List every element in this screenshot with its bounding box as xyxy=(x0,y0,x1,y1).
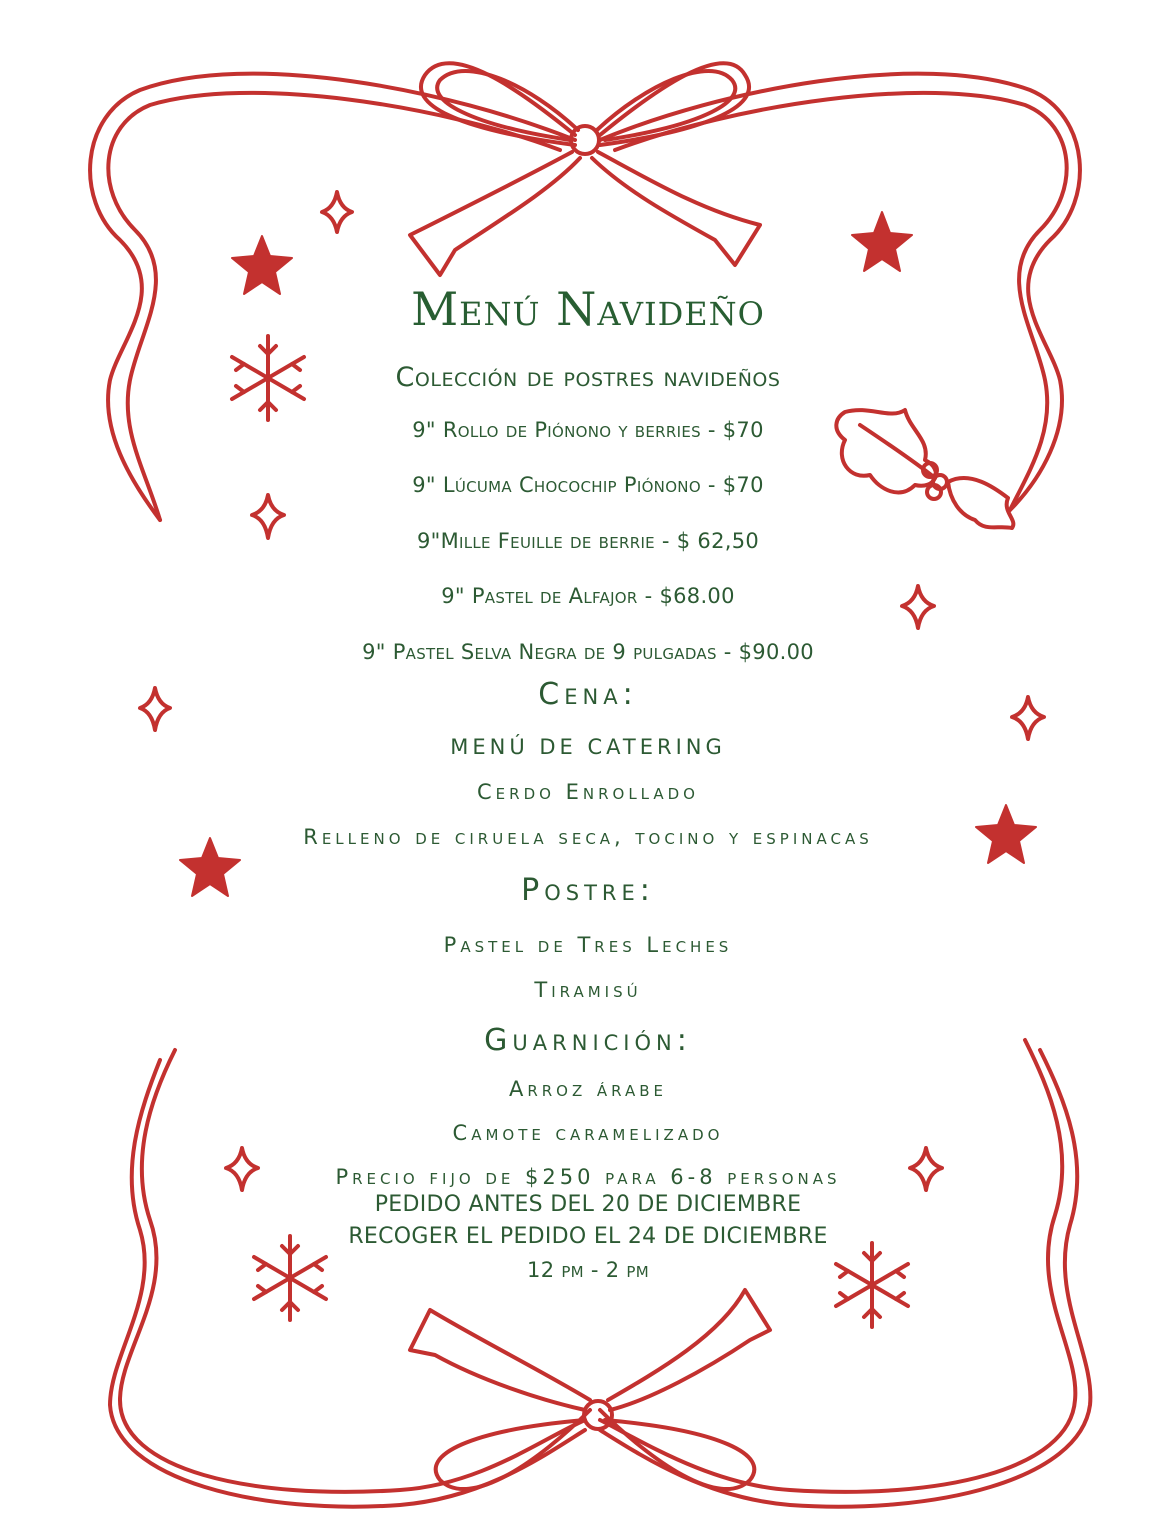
cena-line: Relleno de ciruela seca, tocino y espinacas xyxy=(303,825,873,849)
dessert-collection-subtitle: Colección de postres navideños xyxy=(395,362,781,393)
dessert-item: 9" Pastel Selva Negra de 9 pulgadas - $90.00 xyxy=(362,640,814,664)
dessert-item: 9" Lúcuma Chocochip Piónono - $70 xyxy=(412,473,764,497)
order-deadline: PEDIDO ANTES DEL 20 DE DICIEMBRE xyxy=(374,1192,802,1217)
snowflake-icon xyxy=(836,1243,908,1327)
dessert-item: 9"Mille Feuille de berrie - $ 62,50 xyxy=(416,529,760,553)
guarnicion-line: Camote caramelizado xyxy=(452,1121,724,1145)
pickup-hours: 12 pm - 2 pm xyxy=(527,1258,649,1282)
star-icon xyxy=(852,212,912,271)
postre-heading: Postre: xyxy=(521,873,655,908)
guarnicion-line: Arroz árabe xyxy=(508,1077,668,1101)
dessert-item: 9" Pastel de Alfajor - $68.00 xyxy=(441,584,735,608)
dessert-item: 9" Rollo de Piónono y berries - $70 xyxy=(412,418,764,442)
postre-line: Pastel de Tres Leches xyxy=(443,933,733,957)
guarnicion-heading: Guarnición: xyxy=(484,1023,692,1058)
cena-line: MENÚ DE CATERING xyxy=(450,735,726,759)
sparkle-icon xyxy=(322,192,352,232)
price-line: Precio fijo de $250 para 6-8 personas xyxy=(335,1165,841,1189)
cena-heading: Cena: xyxy=(538,677,638,712)
postre-line: Tiramisú xyxy=(534,978,642,1002)
cena-line: Cerdo Enrollado xyxy=(477,780,699,804)
pickup-date: RECOGER EL PEDIDO EL 24 DE DICIEMBRE xyxy=(348,1224,828,1249)
page-title: Menú Navideño xyxy=(411,282,765,336)
